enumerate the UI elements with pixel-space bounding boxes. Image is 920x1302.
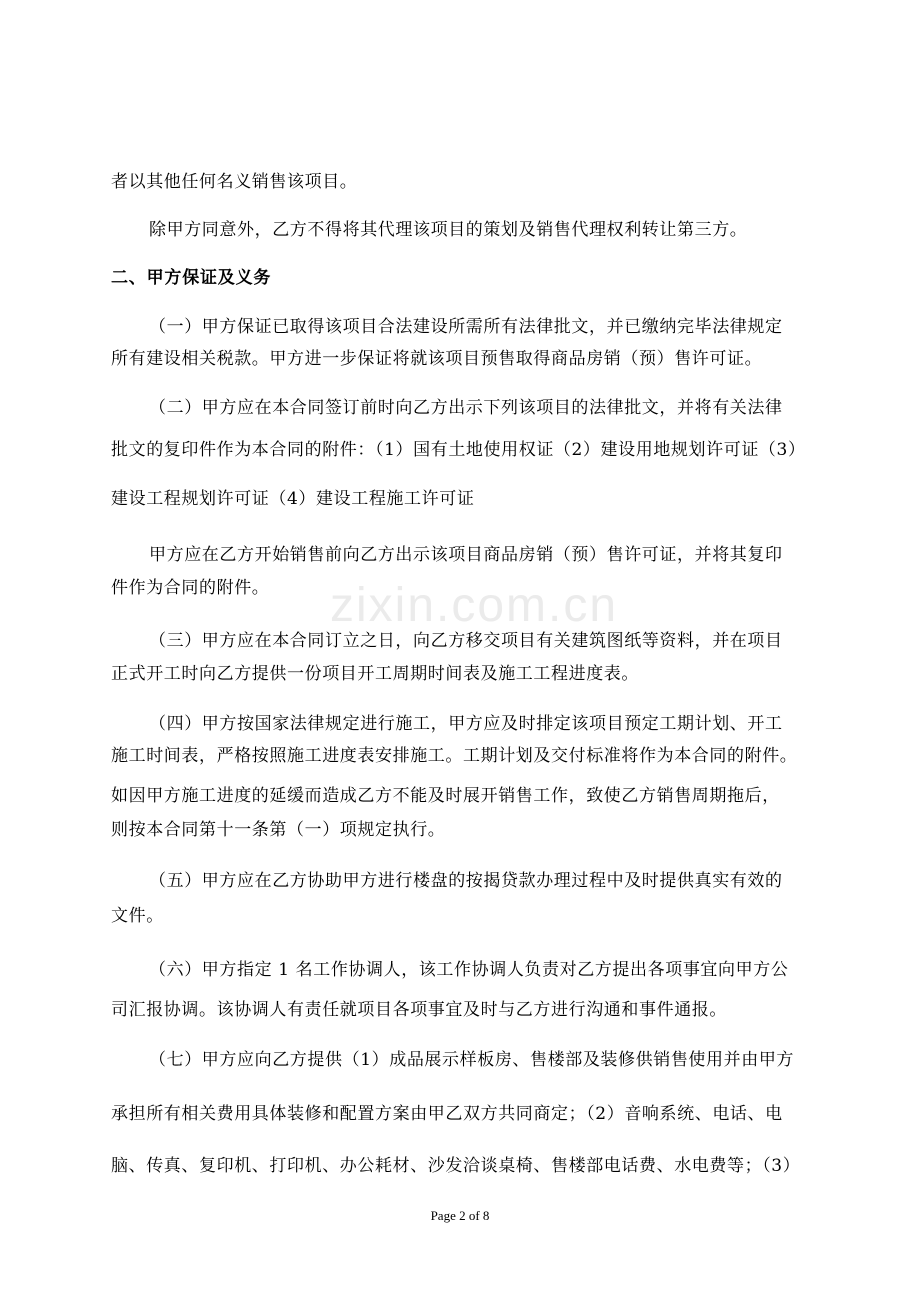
text-line: 文件。 — [111, 906, 164, 926]
text-line: 正式开工时向乙方提供一份项目开工周期时间表及施工工程进度表。 — [111, 664, 639, 684]
text-line: 承担所有相关费用具体装修和配置方案由甲乙双方共同商定；（2）音响系统、电话、电 — [111, 1104, 783, 1124]
text-line: （二）甲方应在本合同签订前时向乙方出示下列该项目的法律批文，并将有关法律 — [149, 398, 783, 418]
watermark: zixin.com.cn — [330, 579, 619, 632]
page-number: Page 2 of 8 — [430, 1208, 490, 1223]
section-heading: 二、甲方保证及义务 — [111, 268, 272, 288]
text-line: （七）甲方应向乙方提供（1）成品展示样板房、售楼部及装修供销售使用并由甲方 — [149, 1050, 795, 1070]
text-line: 如因甲方施工进度的延缓而造成乙方不能及时展开销售工作，致使乙方销售周期拖后， — [111, 786, 780, 806]
text-line: 施工时间表，严格按照施工进度表安排施工。工期计划及交付标准将作为本合同的附件。 — [111, 746, 798, 766]
text-line: 脑、传真、复印机、打印机、办公耗材、沙发洽谈桌椅、售楼部电话费、水电费等；（3） — [111, 1156, 801, 1176]
text-line: 所有建设相关税款。甲方进一步保证将就该项目预售取得商品房销（预）售许可证。 — [111, 349, 763, 369]
text-line: 司汇报协调。该协调人有责任就项目各项事宜及时与乙方进行沟通和事件通报。 — [111, 1000, 727, 1020]
text-line: 件作为合同的附件。 — [111, 578, 270, 598]
text-line: 甲方应在乙方开始销售前向乙方出示该项目商品房销（预）售许可证，并将其复印 — [149, 545, 783, 565]
text-line: 除甲方同意外，乙方不得将其代理该项目的策划及销售代理权利转让第三方。 — [149, 220, 748, 240]
text-line: 则按本合同第十一条第（一）项规定执行。 — [111, 820, 446, 840]
text-line: （三）甲方应在本合同订立之日，向乙方移交项目有关建筑图纸等资料，并在项目 — [149, 631, 783, 651]
text-line: 批文的复印件作为本合同的附件：（1）国有土地使用权证（2）建设用地规划许可证（3） — [111, 440, 806, 460]
text-line: 建设工程规划许可证（4）建设工程施工许可证 — [111, 489, 475, 509]
text-line: （四）甲方按国家法律规定进行施工，甲方应及时排定该项目预定工期计划、开工 — [149, 714, 783, 734]
text-line: （六）甲方指定 1 名工作协调人，该工作协调人负责对乙方提出各项事宜向甲方公 — [149, 960, 789, 980]
text-line: （一）甲方保证已取得该项目合法建设所需所有法律批文，并已缴纳完毕法律规定 — [149, 317, 783, 337]
text-line: （五）甲方应在乙方协助甲方进行楼盘的按揭贷款办理过程中及时提供真实有效的 — [149, 871, 783, 891]
text-line: 者以其他任何名义销售该项目。 — [111, 172, 358, 192]
